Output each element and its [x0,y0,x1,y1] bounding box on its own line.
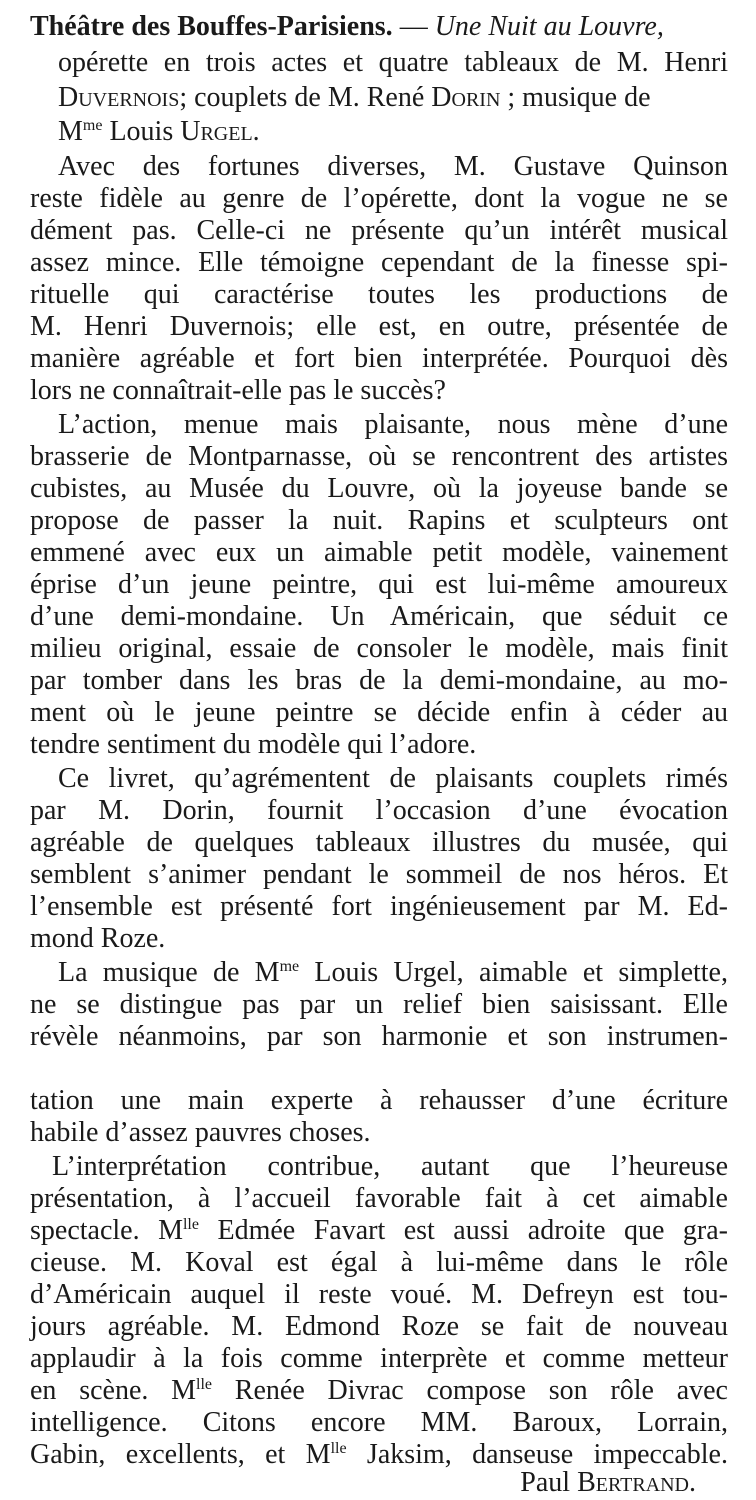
p2-line: par tomber dans les bras de la demi-mondaine, au mo- [30,665,728,696]
p5-line: spectacle. $M^{lle}$ Edmée Favart est aussi adroite que gra- [30,1215,728,1246]
p2-line: milieu original, essaie de consoler le modèle, mais finit [30,633,728,664]
venue-name: Théâtre des Bouffes-Parisiens. [30,11,393,42]
p3-line: semblent s’animer pendant le sommeil de nos héros. Et [30,859,728,890]
p4-line: La musique de $M^{me}$ Louis Urgel, aimable et simplette, [58,957,728,988]
p3-line: par M. Dorin, fournit l’occasion d’une évocation [30,795,728,826]
p2-line: tendre sentiment du modèle qui l’adore. [30,729,477,760]
p3-line: agréable de quelques tableaux illustres du musée, qui [30,827,728,858]
header-line-4: $M^{me}$ Louis Urgel. [58,116,260,147]
p5-line: en scène. $M^{lle}$ Renée Divrac compose son rôle avec [30,1375,728,1406]
header-line-1: Théâtre des Bouffes-Parisiens. — Une Nuit au Louvre, [30,11,664,42]
p1-line: M. Henri Duvernois; elle est, en outre, présentée de [30,311,728,342]
p1-line: Avec des fortunes diverses, M. Gustave Quinson [58,151,728,182]
p5-line: d’Américain auquel il reste voué. M. Defreyn est tou- [30,1279,728,1310]
play-title: Une Nuit au Louvre, [434,11,664,42]
p2-line: d’une demi-mondaine. Un Américain, que séduit ce [30,601,728,632]
p2-line: brasserie de Montparnasse, où se rencontrent des artistes [30,441,728,472]
p1-line: assez mince. Elle témoigne cependant de la finesse spi- [30,247,728,278]
p2-line: propose de passer la nuit. Rapins et sculpteurs ont [30,505,728,536]
p4-line: tation une main experte à rehausser d’une écriture [30,1085,728,1116]
p5-line: L’interprétation contribue, autant que l’heureuse [52,1151,728,1182]
p3-line: mond Roze. [30,923,166,954]
p1-line: manière agréable et fort bien interprétée. Pourquoi dès [30,343,728,374]
p1-line: lors ne connaîtrait-elle pas le succès? [30,375,446,406]
p3-line: l’ensemble est présenté fort ingénieusement par M. Ed- [30,891,728,922]
p2-line: ment où le jeune peintre se décide enfin à céder au [30,697,728,728]
p1-line: reste fidèle au genre de l’opérette, dont la vogue ne se [30,183,728,214]
header-line-3: Duvernois; couplets de M. René Dorin ; musique de [58,82,651,113]
p2-line: L’action, menue mais plaisante, nous mène d’une [58,409,728,440]
p4-line: ne se distingue pas par un relief bien saisissant. Elle [30,989,728,1020]
p2-line: emmené avec eux un aimable petit modèle, vainement [30,537,728,568]
author-signature: Paul Bertrand. [520,1467,696,1498]
p1-line: dément pas. Celle-ci ne présente qu’un intérêt musical [30,215,728,246]
p5-line: jours agréable. M. Edmond Roze se fait de nouveau [30,1311,728,1342]
p2-line: éprise d’un jeune peintre, qui est lui-même amoureux [30,569,728,600]
p5-line: présentation, à l’accueil favorable fait à cet aimable [30,1183,728,1214]
p4-line: révèle néanmoins, par son harmonie et son instrumen- [30,1021,728,1052]
p2-line: cubistes, au Musée du Louvre, où la joyeuse bande se [30,473,728,504]
p3-line: Ce livret, qu’agrémentent de plaisants couplets rimés [58,763,728,794]
p5-line: intelligence. Citons encore MM. Baroux, Lorrain, [30,1407,728,1438]
p4-line: habile d’assez pauvres choses. [30,1117,371,1148]
p5-line: cieuse. M. Koval est égal à lui-même dans le rôle [30,1247,728,1278]
p5-line: applaudir à la fois comme interprète et comme metteur [30,1343,728,1374]
p5-line: Gabin, excellents, et $M^{lle}$ Jaksim, danseuse impeccable. [30,1439,728,1470]
p1-line: rituelle qui caractérise toutes les productions de [30,279,728,310]
header-line-2: opérette en trois actes et quatre tableaux de M. Henri [58,47,728,78]
